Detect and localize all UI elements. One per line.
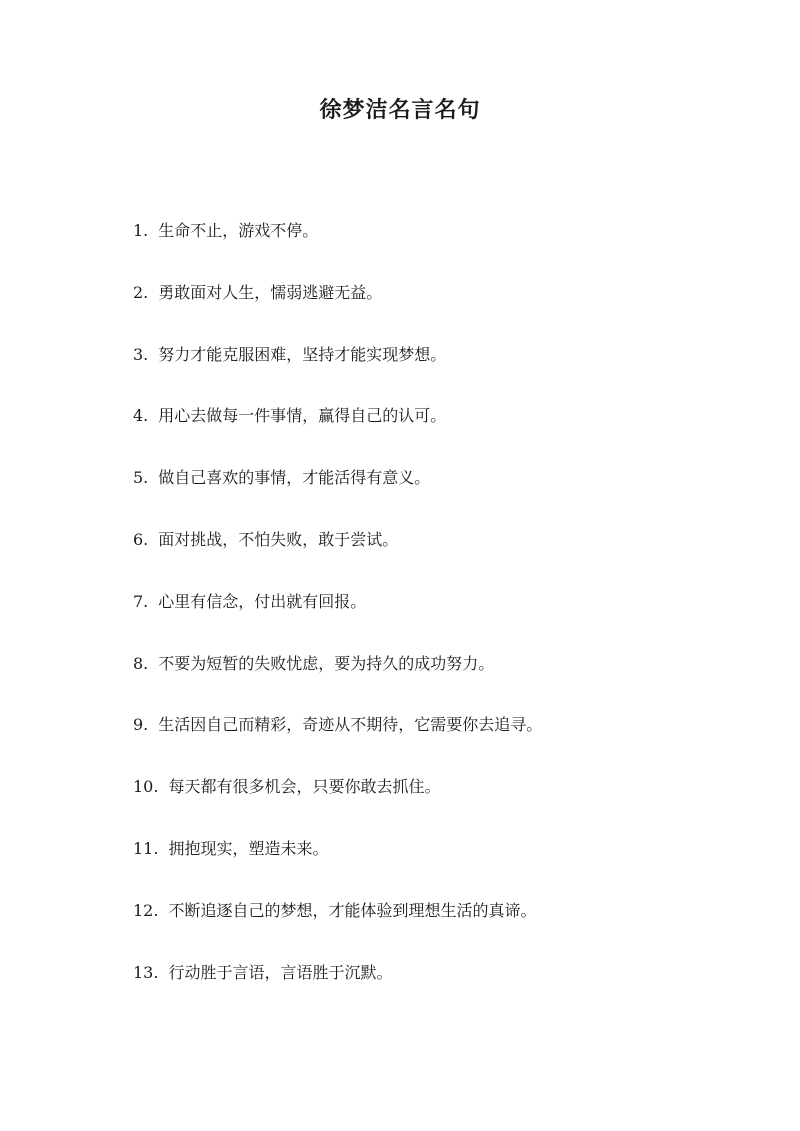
quote-text: 行动胜于言语，言语胜于沉默。 <box>168 962 393 982</box>
page-title: 徐梦洁名言名句 <box>319 97 481 123</box>
quote-text: 努力才能克服困难，坚持才能实现梦想。 <box>158 344 447 364</box>
quote-number: 13. <box>133 962 159 982</box>
list-item <box>133 772 542 834</box>
quote-number: 9. <box>133 715 149 735</box>
quote-text: 用心去做每一件事情，赢得自己的认可。 <box>158 406 447 426</box>
quote-text: 不断追逐自己的梦想，才能体验到理想生活的真谛。 <box>168 900 537 920</box>
list-item <box>133 216 542 278</box>
quote-number: 6. <box>133 529 149 549</box>
quote-number: 12. <box>133 900 159 920</box>
quote-list <box>133 216 542 1019</box>
quote-number: 4. <box>133 406 149 426</box>
list-item <box>133 401 542 463</box>
list-item <box>133 278 542 340</box>
quote-text: 不要为短暂的失败忧虑，要为持久的成功努力。 <box>158 653 495 673</box>
quote-number: 5. <box>133 468 149 488</box>
list-item <box>133 649 542 711</box>
list-item <box>133 587 542 649</box>
quote-number: 11. <box>133 838 159 858</box>
quote-text: 面对挑战，不怕失败，敢于尝试。 <box>158 529 399 549</box>
quote-number: 1. <box>133 221 149 240</box>
list-item <box>133 463 542 525</box>
quote-number: 8. <box>133 653 149 673</box>
list-item <box>133 834 542 896</box>
list-item <box>133 958 542 1020</box>
quote-number: 3. <box>133 344 149 364</box>
list-item <box>133 340 542 402</box>
list-item <box>133 896 542 958</box>
quote-text: 每天都有很多机会，只要你敢去抓住。 <box>168 777 441 797</box>
list-item <box>133 710 542 772</box>
quote-number: 2. <box>133 282 149 302</box>
quote-text: 做自己喜欢的事情，才能活得有意义。 <box>158 468 431 488</box>
quote-text: 心里有信念，付出就有回报。 <box>158 591 367 611</box>
quote-number: 10. <box>133 777 159 797</box>
quote-text: 拥抱现实，塑造未来。 <box>168 838 329 858</box>
quote-text: 生命不止，游戏不停。 <box>158 221 319 240</box>
quote-number: 7. <box>133 591 149 611</box>
quote-text: 生活因自己而精彩，奇迹从不期待，它需要你去追寻。 <box>158 715 543 735</box>
quote-text: 勇敢面对人生，懦弱逃避无益。 <box>158 282 383 302</box>
list-item <box>133 525 542 587</box>
